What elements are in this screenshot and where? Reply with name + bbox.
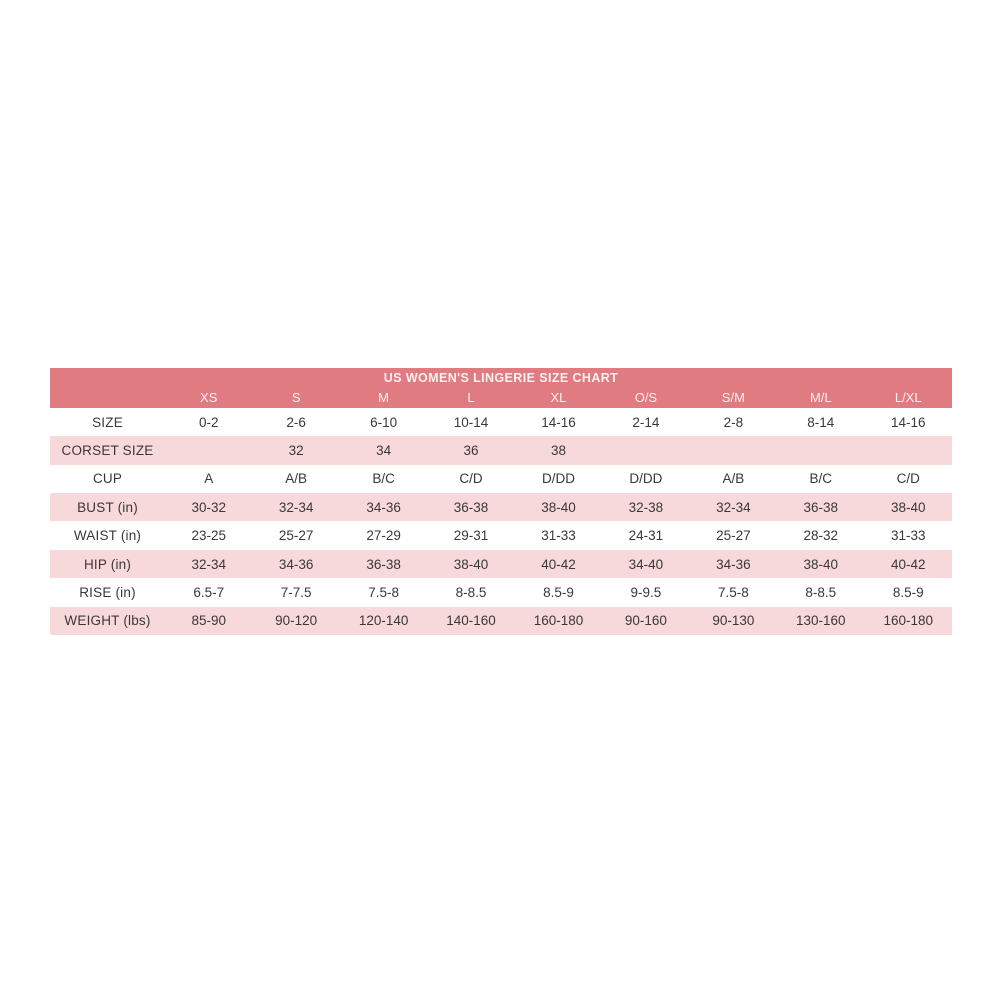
table-cell: C/D <box>896 471 920 487</box>
table-cell: 32-38 <box>628 499 664 515</box>
table-cell: 14-16 <box>541 414 576 430</box>
table-cell: 40-42 <box>541 556 576 572</box>
table-cell: 36-38 <box>453 499 489 515</box>
table-cell: 29-31 <box>453 528 489 544</box>
table-cell: 14-16 <box>890 414 926 430</box>
table-cell: 34 <box>376 442 392 458</box>
table-cell: 160-180 <box>533 613 584 629</box>
table-cell: 85-90 <box>191 613 226 629</box>
column-header: O/S <box>634 390 658 406</box>
table-cell: C/D <box>459 471 483 487</box>
table-cell: B/C <box>809 471 833 487</box>
table-cell: A/B <box>285 471 308 487</box>
table-row <box>50 436 952 464</box>
row-label: WAIST (in) <box>73 528 142 544</box>
table-cell: 6.5-7 <box>193 584 225 600</box>
column-header: L <box>467 390 475 406</box>
table-cell: 140-160 <box>446 613 496 629</box>
row-label: WEIGHT (lbs) <box>64 613 151 629</box>
row-label: CORSET SIZE <box>61 442 154 458</box>
table-row <box>50 408 952 436</box>
table-row <box>50 578 952 606</box>
table-cell: 28-32 <box>803 528 839 544</box>
table-body <box>50 408 952 635</box>
table-cell: 24-31 <box>628 528 664 544</box>
table-cell: 36-38 <box>366 556 401 572</box>
table-cell: 32-34 <box>278 499 314 515</box>
table-cell: 23-25 <box>191 528 226 544</box>
table-cell: 90-120 <box>275 613 318 629</box>
column-header: XL <box>550 390 567 406</box>
table-cell: 25-27 <box>716 528 751 544</box>
row-label: RISE (in) <box>79 584 136 600</box>
table-cell: 90-130 <box>712 613 755 629</box>
column-header: XS <box>200 390 218 406</box>
column-header: M/L <box>809 390 832 406</box>
column-header: S/M <box>721 390 745 406</box>
table-cell: 38-40 <box>541 499 576 515</box>
table-row <box>50 550 952 578</box>
table-cell: 38 <box>550 442 566 458</box>
size-chart-table <box>50 368 952 635</box>
table-cell: 36-38 <box>803 499 839 515</box>
table-cell: A/B <box>722 471 745 487</box>
row-label: BUST (in) <box>77 499 138 515</box>
header-row <box>50 388 952 408</box>
table-cell: B/C <box>372 471 395 487</box>
column-header: M <box>378 390 390 406</box>
row-label: HIP (in) <box>83 556 132 572</box>
table-cell: 8-8.5 <box>805 584 837 600</box>
table-cell: 2-8 <box>723 414 744 430</box>
table-cell: 120-140 <box>358 613 409 629</box>
table-cell: 25-27 <box>278 528 314 544</box>
column-header: S <box>291 390 301 406</box>
table-cell: 6-10 <box>370 414 398 430</box>
table-row <box>50 607 952 635</box>
table-cell: 9-9.5 <box>630 584 662 600</box>
table-row <box>50 493 952 521</box>
table-cell: 2-14 <box>632 414 660 430</box>
table-row <box>50 521 952 549</box>
table-cell: 34-36 <box>278 556 314 572</box>
table-cell: 32-34 <box>191 556 226 572</box>
table-cell: 90-160 <box>624 613 667 629</box>
table-cell: 7.5-8 <box>368 584 399 600</box>
table-cell: 38-40 <box>890 499 926 515</box>
table-title: US WOMEN'S LINGERIE SIZE CHART <box>50 368 952 388</box>
table-cell: 30-32 <box>191 499 226 515</box>
table-cell: 8-14 <box>807 414 835 430</box>
table-cell: 10-14 <box>453 414 489 430</box>
table-cell: D/DD <box>629 471 663 487</box>
table-cell: 38-40 <box>453 556 489 572</box>
table-cell: 7.5-8 <box>717 584 749 600</box>
table-cell: D/DD <box>541 471 575 487</box>
table-cell: 38-40 <box>803 556 839 572</box>
table-cell: 7-7.5 <box>280 584 312 600</box>
table-cell: 40-42 <box>890 556 926 572</box>
column-header: L/XL <box>894 390 922 406</box>
row-label: SIZE <box>92 414 123 430</box>
table-cell: 34-36 <box>716 556 751 572</box>
table-cell: 130-160 <box>796 613 846 629</box>
table-cell: 160-180 <box>883 613 933 629</box>
table-cell: 27-29 <box>366 528 401 544</box>
table-cell: 34-36 <box>366 499 401 515</box>
table-cell: 31-33 <box>890 528 926 544</box>
table-cell: 2-6 <box>286 414 306 430</box>
table-row <box>50 465 952 493</box>
table-cell: 31-33 <box>541 528 576 544</box>
table-cell: 32-34 <box>716 499 751 515</box>
table-cell: A <box>204 471 214 487</box>
table-cell: 32 <box>288 442 304 458</box>
row-label: CUP <box>92 471 123 487</box>
table-cell: 36 <box>463 442 479 458</box>
table-cell: 8-8.5 <box>455 584 487 600</box>
table-cell: 34-40 <box>628 556 664 572</box>
table-cell: 8.5-9 <box>892 584 924 600</box>
table-cell: 8.5-9 <box>543 584 574 600</box>
table-cell: 0-2 <box>198 414 219 430</box>
